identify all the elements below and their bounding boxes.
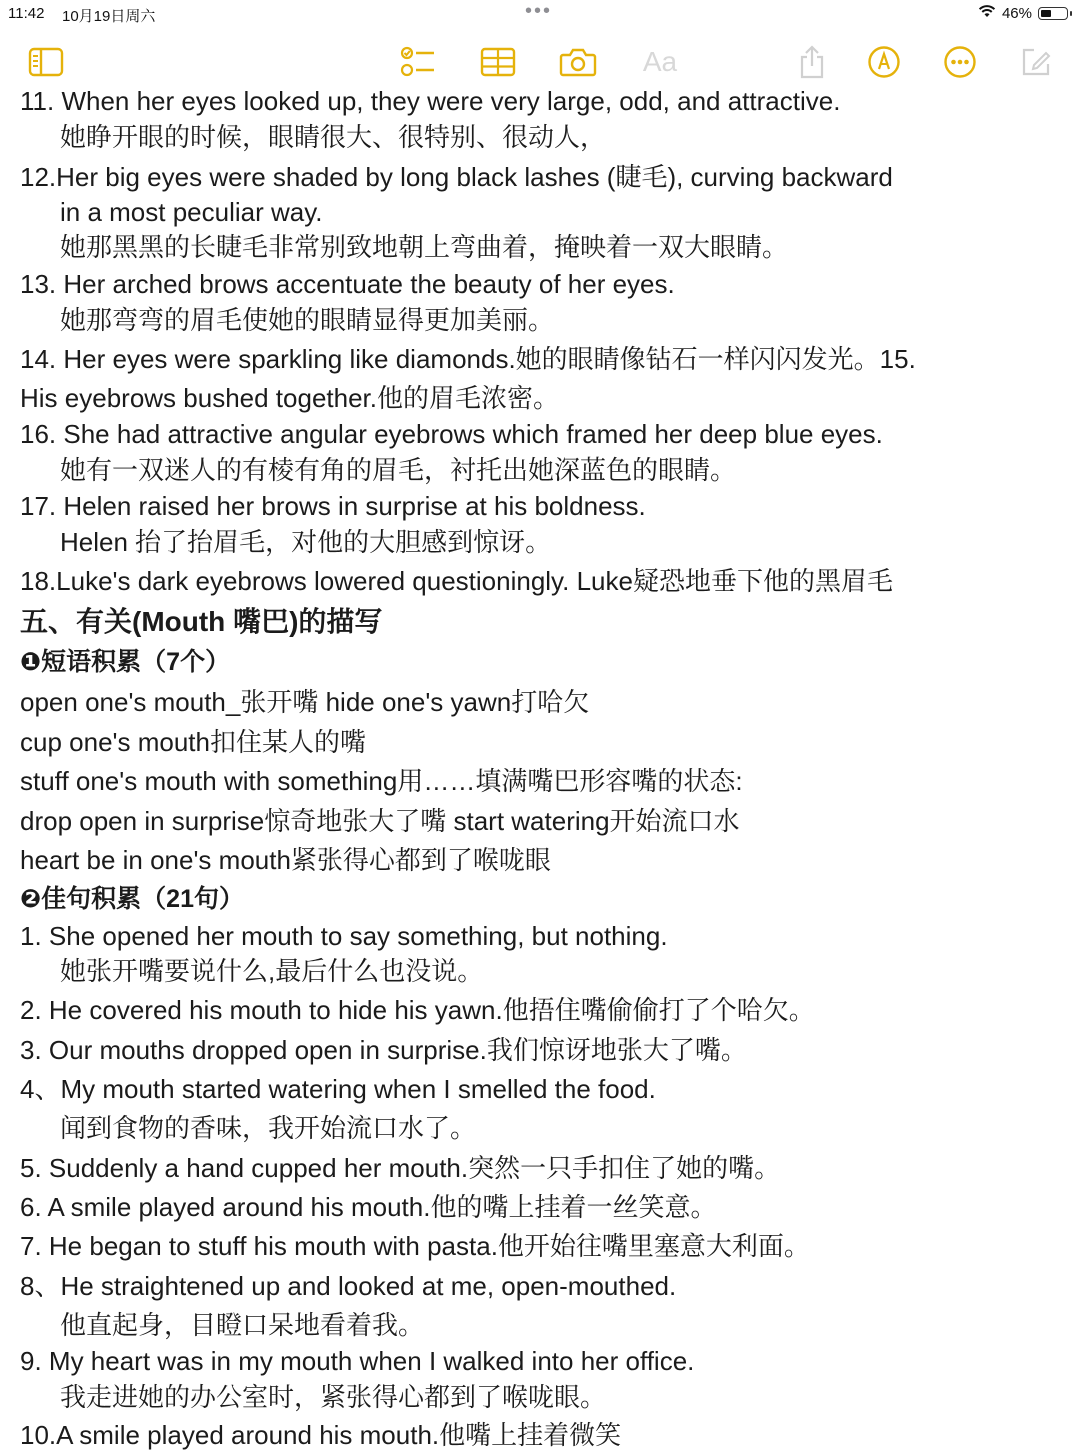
camera-icon[interactable]	[558, 42, 598, 82]
note-line: 1. She opened her mouth to say something, but nothing.	[20, 921, 668, 951]
note-line: in a most peculiar way.	[60, 197, 323, 227]
note-line: 闻到食物的香味，我开始流口水了。	[60, 1113, 477, 1143]
note-line: cup one's mouth扣住某人的嘴	[20, 727, 366, 757]
section-heading: 五、有关(Mouth 嘴巴)的描写	[20, 606, 383, 637]
status-time: 11:42	[8, 5, 45, 22]
table-icon[interactable]	[478, 42, 518, 82]
sidebar-icon[interactable]	[26, 42, 66, 82]
note-line: 7. He began to stuff his mouth with pasta.他开始往嘴里塞意大利面。	[20, 1231, 810, 1261]
note-line: stuff one's mouth with something用……填满嘴巴形容嘴的状态:	[20, 766, 743, 796]
status-date: 10月19日周六	[62, 8, 156, 25]
note-line: 她那黑黑的长睫毛非常别致地朝上弯曲着，掩映着一双大眼睛。	[60, 232, 789, 262]
note-line: 5. Suddenly a hand cupped her mouth.突然一只手扣住了她的嘴。	[20, 1153, 781, 1183]
note-line: drop open in surprise惊奇地张大了嘴 start watering开始流口水	[20, 806, 740, 836]
note-line: heart be in one's mouth紧张得心都到了喉咙眼	[20, 845, 551, 875]
text-format-icon[interactable]: Aa	[642, 46, 678, 77]
note-line: 11. When her eyes looked up, they were very large, odd, and attractive.	[20, 86, 841, 116]
share-icon[interactable]	[792, 42, 832, 82]
note-line: 13. Her arched brows accentuate the beauty of her eyes.	[20, 269, 675, 299]
compose-icon[interactable]	[1016, 42, 1056, 82]
note-line: 2. He covered his mouth to hide his yawn.他捂住嘴偷偷打了个哈欠。	[20, 995, 815, 1025]
note-line: 她有一双迷人的有棱有角的眉毛，衬托出她深蓝色的眼睛。	[60, 455, 737, 485]
status-indicators	[978, 4, 1068, 22]
wifi-icon	[978, 4, 996, 22]
notes-toolbar	[0, 36, 1080, 88]
more-icon[interactable]	[940, 42, 980, 82]
note-line: 14. Her eyes were sparkling like diamonds.她的眼睛像钻石一样闪闪发光。15.	[20, 344, 916, 374]
note-line: 他直起身，目瞪口呆地看着我。	[60, 1310, 425, 1340]
note-line: 她睁开眼的时候，眼睛很大、很特别、很动人，	[60, 122, 607, 152]
note-line: 10.A smile played around his mouth.他嘴上挂着微笑	[20, 1420, 622, 1450]
note-line: His eyebrows bushed together.他的眉毛浓密。	[20, 383, 559, 413]
note-line: open one's mouth_张开嘴 hide one's yawn打哈欠	[20, 687, 590, 717]
checklist-icon[interactable]	[398, 42, 438, 82]
note-line: 她张开嘴要说什么,最后什么也没说。	[60, 956, 484, 986]
note-line: 17. Helen raised her brows in surprise at his boldness.	[20, 491, 646, 521]
note-line: 8、He straightened up and looked at me, open-mouthed.	[20, 1271, 677, 1301]
multitasking-dots-icon[interactable]: •••	[525, 0, 553, 22]
subsection-heading: ❶短语积累（7个）	[20, 648, 231, 676]
note-line: 她那弯弯的眉毛使她的眼睛显得更加美丽。	[60, 305, 555, 335]
note-line: 9. My heart was in my mouth when I walked into her office.	[20, 1346, 695, 1376]
note-line: Helen 抬了抬眉毛，对他的大胆感到惊讶。	[60, 527, 552, 557]
markup-icon[interactable]	[864, 42, 904, 82]
subsection-heading: ❷佳句积累（21句）	[20, 885, 244, 913]
note-line: 16. She had attractive angular eyebrows which framed her deep blue eyes.	[20, 419, 883, 449]
note-line: 4、My mouth started watering when I smelled the food.	[20, 1074, 656, 1104]
note-line: 6. A smile played around his mouth.他的嘴上挂着一丝笑意。	[20, 1192, 717, 1222]
battery-percent: 46%	[1001, 4, 1032, 22]
note-line: 12.Her big eyes were shaded by long black lashes (睫毛), curving backward	[20, 162, 893, 192]
note-line: 18.Luke's dark eyebrows lowered questioningly. Luke疑恐地垂下他的黑眉毛	[20, 566, 893, 596]
battery-icon	[1038, 7, 1068, 20]
note-line: 我走进她的办公室时，紧张得心都到了喉咙眼。	[60, 1382, 607, 1412]
note-line: 3. Our mouths dropped open in surprise.我们惊讶地张大了嘴。	[20, 1035, 747, 1065]
status-bar	[0, 0, 1080, 28]
